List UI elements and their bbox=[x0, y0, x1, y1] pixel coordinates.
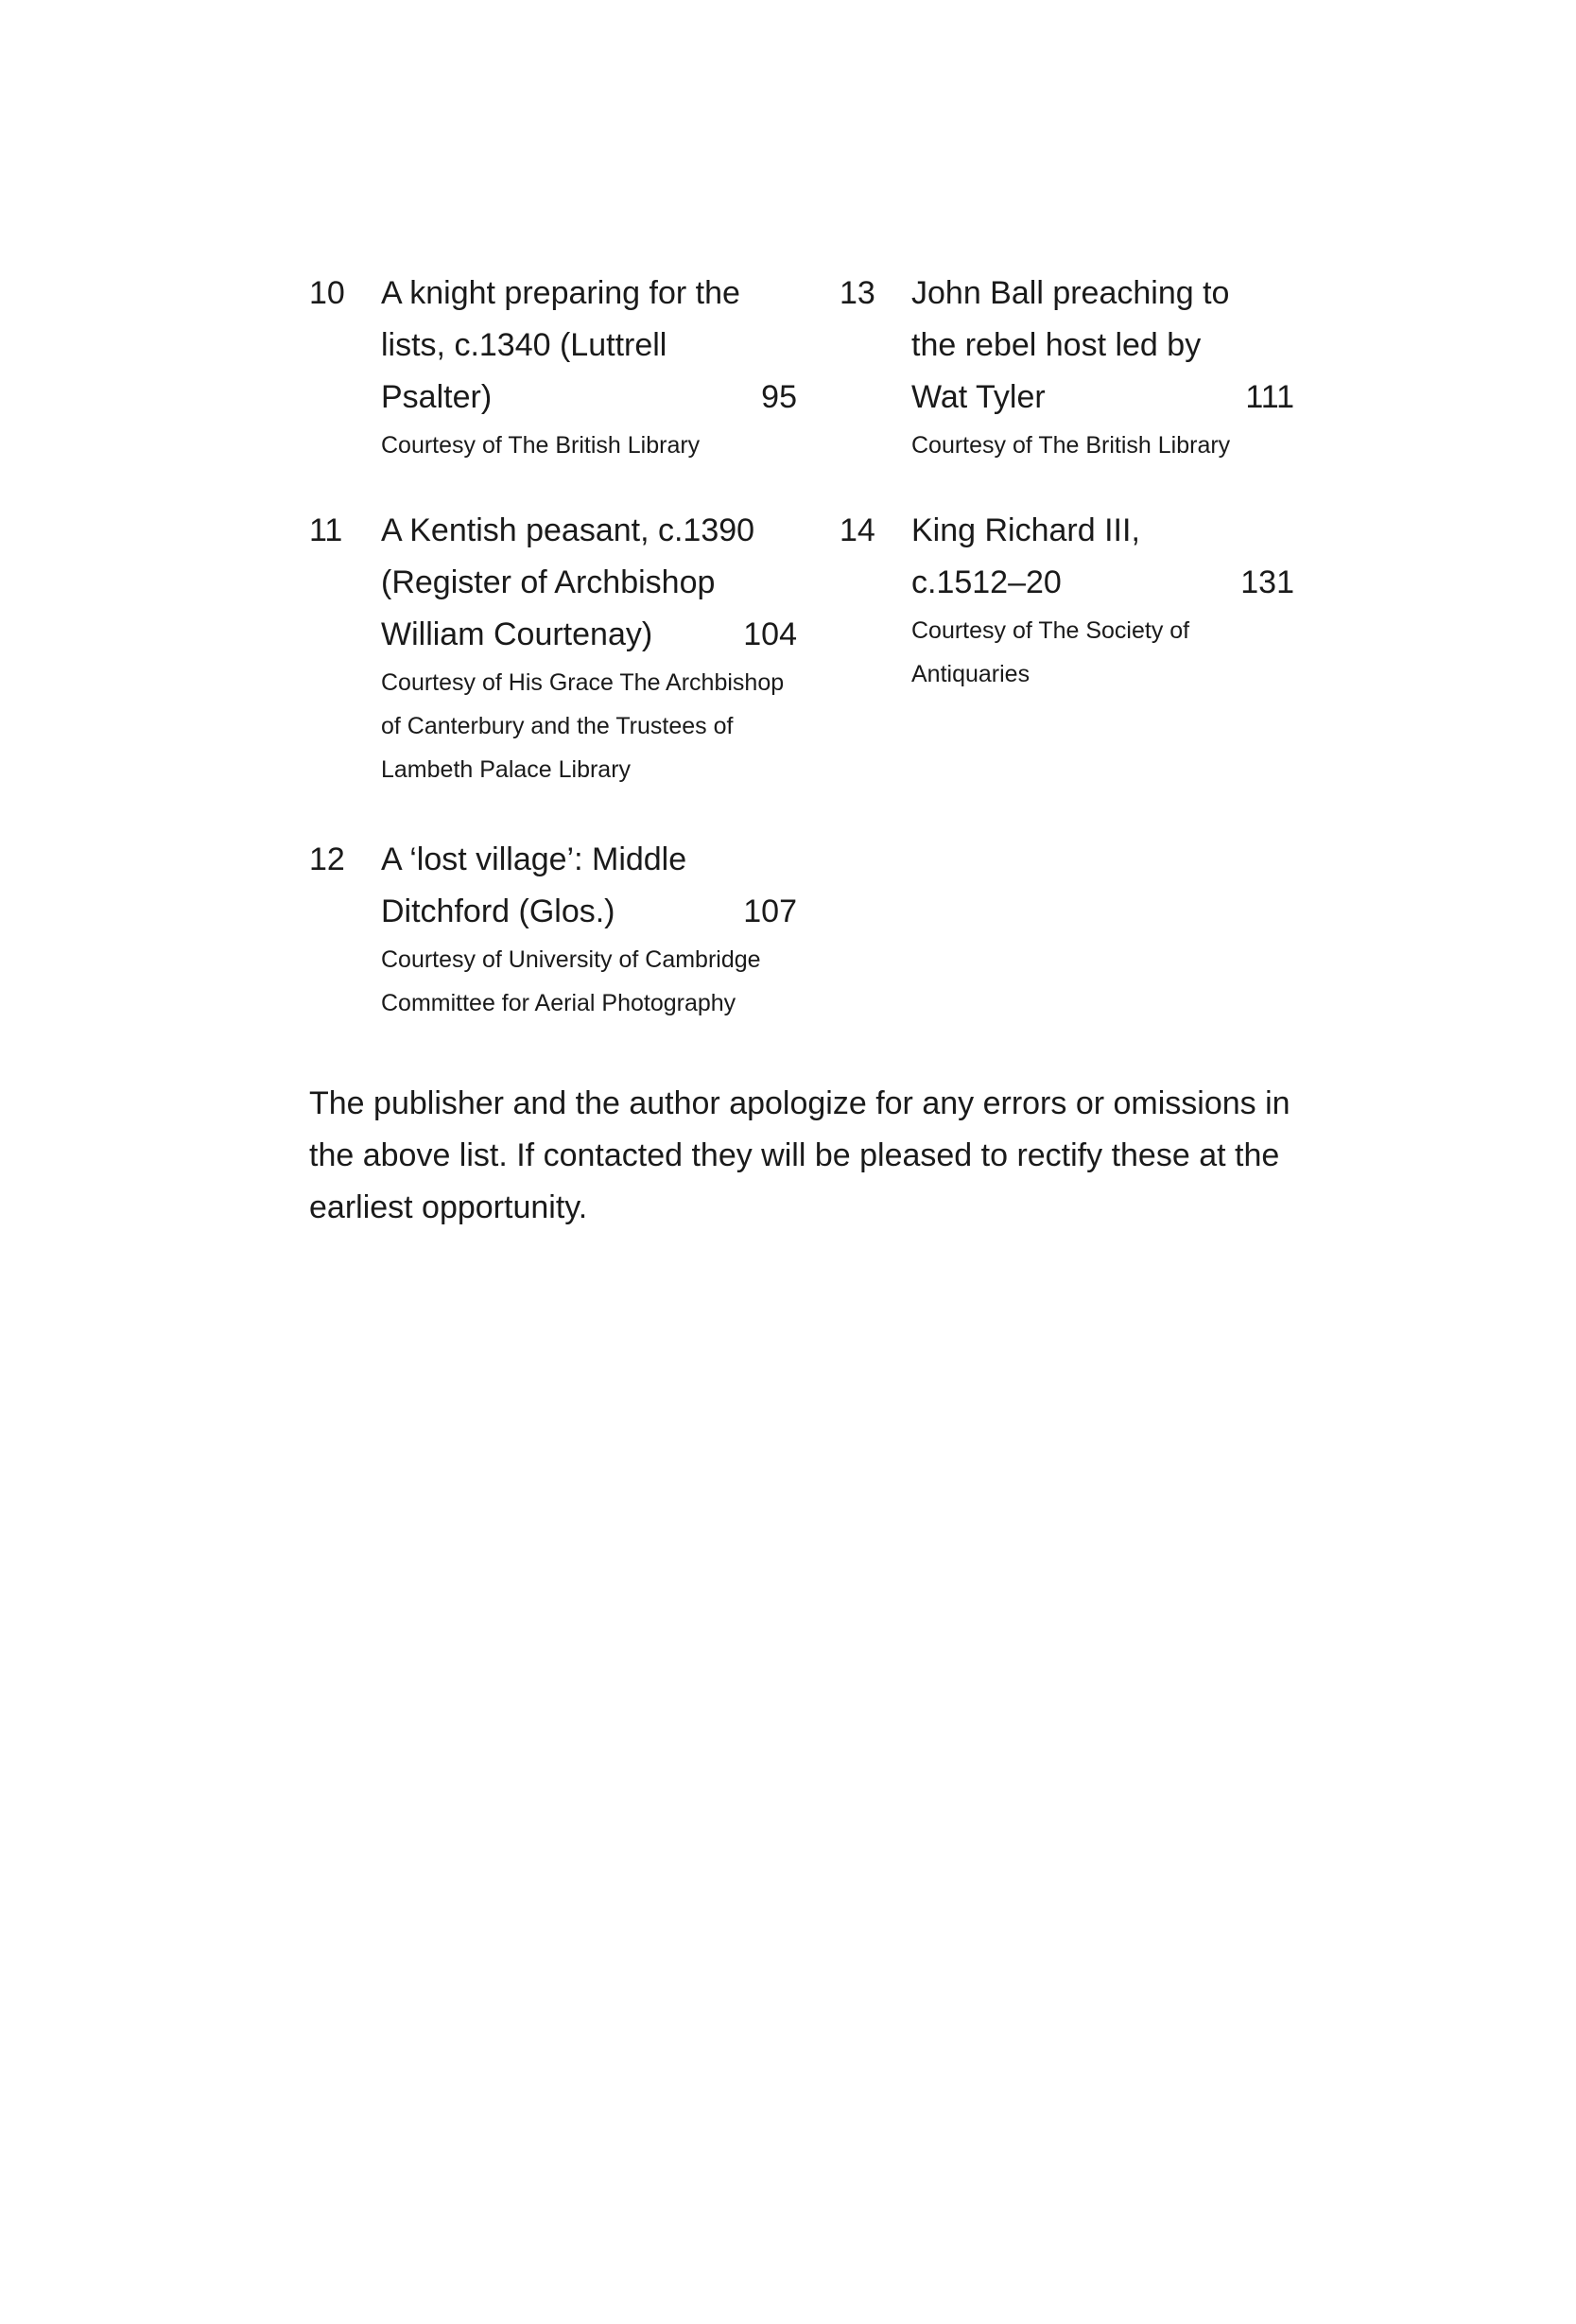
figure-title-line: lists, c.1340 (Luttrell bbox=[381, 327, 667, 363]
disclaimer-note bbox=[309, 1078, 1311, 1234]
figure-credit-line: Courtesy of His Grace The Archbishop bbox=[381, 669, 785, 696]
figure-title-line: A ‘lost village’: Middle bbox=[381, 841, 687, 877]
figure-title-line: King Richard III, bbox=[911, 512, 1140, 548]
figure-number: 14 bbox=[840, 512, 875, 548]
figure-text bbox=[911, 268, 1294, 467]
figure-page-number: 107 bbox=[743, 893, 797, 929]
figure-number: 11 bbox=[309, 512, 343, 548]
figure-number: 13 bbox=[840, 275, 875, 311]
figure-title-line: (Register of Archbishop bbox=[381, 564, 716, 600]
figure-credit-line: Lambeth Palace Library bbox=[381, 756, 632, 783]
figure-page-number: 95 bbox=[761, 379, 797, 415]
figure-page-number: 104 bbox=[743, 616, 797, 652]
note-line: the above list. If contacted they will be pleased to rectify these at the bbox=[309, 1137, 1280, 1173]
figure-title-text: William Courtenay) bbox=[381, 616, 653, 652]
figure-number: 10 bbox=[309, 275, 345, 311]
figure-title-line: A Kentish peasant, c.1390 bbox=[381, 512, 755, 548]
figure-title-line: A knight preparing for the bbox=[381, 275, 740, 311]
figure-title-line bbox=[911, 557, 1294, 609]
figure-text bbox=[381, 505, 797, 791]
figure-credit-line: Courtesy of University of Cambridge bbox=[381, 946, 761, 973]
figure-title-line: the rebel host led by bbox=[911, 327, 1202, 363]
figure-title-text: c.1512–20 bbox=[911, 564, 1062, 600]
figure-title-text: Psalter) bbox=[381, 379, 493, 415]
figure-page-number: 131 bbox=[1240, 564, 1294, 600]
note-line: The publisher and the author apologize for any errors or omissions in bbox=[309, 1085, 1290, 1121]
figure-credit-line: Courtesy of The British Library bbox=[911, 432, 1231, 459]
figure-title-line bbox=[381, 886, 797, 938]
figure-credit-line: Courtesy of The Society of bbox=[911, 617, 1190, 644]
figure-text bbox=[381, 268, 797, 467]
note-line: earliest opportunity. bbox=[309, 1189, 588, 1225]
figure-text bbox=[911, 505, 1294, 696]
figure-title-line: John Ball preaching to bbox=[911, 275, 1230, 311]
figure-page-number: 111 bbox=[1245, 379, 1294, 415]
figure-credit-line: Antiquaries bbox=[911, 661, 1030, 687]
figure-title-line bbox=[381, 372, 797, 424]
figure-credit-line: of Canterbury and the Trustees of bbox=[381, 713, 734, 739]
figure-number: 12 bbox=[309, 841, 345, 877]
figure-title-line bbox=[381, 609, 797, 661]
figure-title-line bbox=[911, 372, 1294, 424]
figure-credit-line: Committee for Aerial Photography bbox=[381, 990, 736, 1016]
figure-text bbox=[381, 834, 797, 1025]
figure-title-text: Ditchford (Glos.) bbox=[381, 893, 615, 929]
figure-credit-line: Courtesy of The British Library bbox=[381, 432, 701, 459]
figure-title-text: Wat Tyler bbox=[911, 379, 1046, 415]
